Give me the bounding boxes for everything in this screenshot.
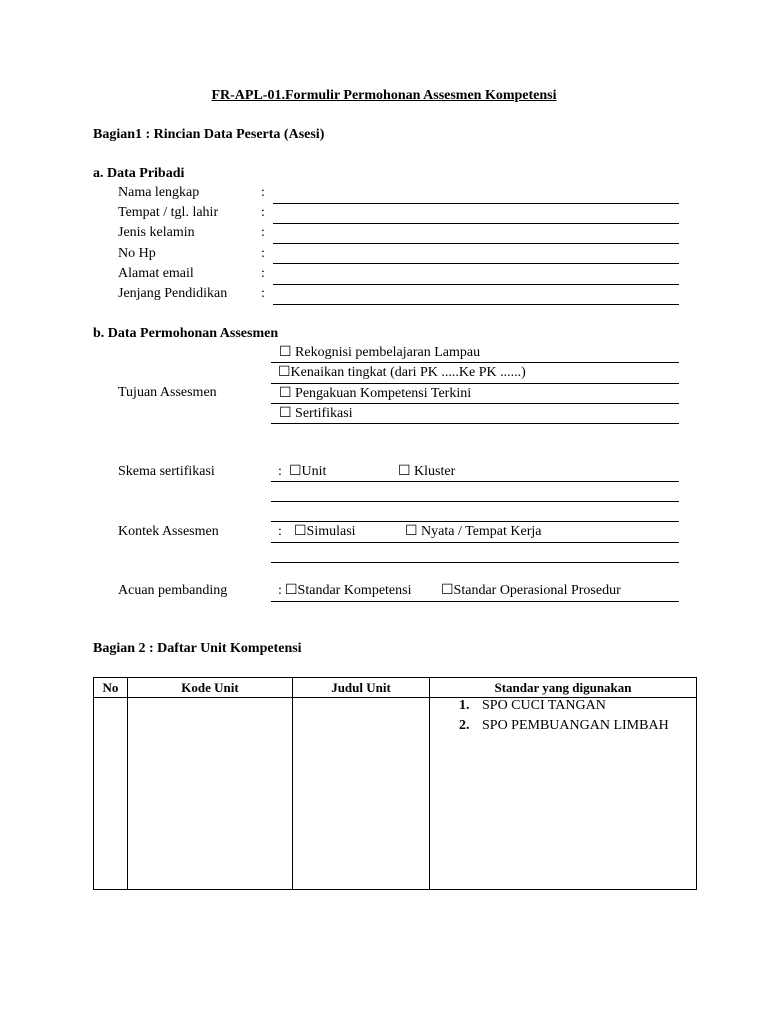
section1-heading: Bagian1 : Rincian Data Peserta (Asesi): [93, 127, 325, 142]
header-no: No: [94, 678, 128, 698]
standard-text: SPO CUCI TANGAN: [482, 698, 606, 713]
field-colon: :: [261, 246, 265, 261]
header-judul-unit: Judul Unit: [293, 678, 430, 698]
field-label-email: Alamat email: [118, 266, 194, 281]
list-number: 1.: [459, 698, 470, 713]
field-label-nama: Nama lengkap: [118, 185, 200, 200]
divider: [271, 403, 679, 404]
data-permohonan-heading: b. Data Permohonan Assesmen: [93, 326, 279, 341]
input-line-pendidikan[interactable]: [273, 304, 679, 305]
field-colon: :: [261, 286, 265, 301]
input-line-jenis-kelamin[interactable]: [273, 243, 679, 244]
field-label-ttl: Tempat / tgl. lahir: [118, 205, 219, 220]
tujuan-option-kenaikan[interactable]: ☐Kenaikan tingkat (dari PK .....Ke PK ......): [278, 365, 526, 380]
standard-list: [430, 698, 696, 738]
field-label-jenis-kelamin: Jenis kelamin: [118, 225, 195, 240]
list-item: [430, 718, 696, 738]
input-line-no-hp[interactable]: [273, 263, 679, 264]
header-standar: Standar yang digunakan: [430, 678, 697, 698]
list-number: 2.: [459, 718, 470, 733]
input-line-skema-2[interactable]: [271, 501, 679, 502]
cell-judul-unit[interactable]: [293, 698, 430, 890]
cell-no[interactable]: [94, 698, 128, 890]
kontek-colon: :: [278, 524, 282, 539]
field-colon: :: [261, 225, 265, 240]
unit-table: [93, 677, 697, 890]
divider: [271, 383, 679, 384]
input-line-skema[interactable]: [271, 481, 679, 482]
header-kode-unit: Kode Unit: [128, 678, 293, 698]
field-colon: :: [261, 266, 265, 281]
acuan-colon: :: [278, 583, 282, 598]
kontek-option-nyata[interactable]: ☐ Nyata / Tempat Kerja: [405, 524, 542, 539]
acuan-option-standar-kompetensi[interactable]: ☐Standar Kompetensi: [285, 583, 412, 598]
skema-label: Skema sertifikasi: [118, 464, 215, 479]
tujuan-option-sertifikasi[interactable]: ☐ Sertifikasi: [279, 406, 353, 421]
acuan-option-spo[interactable]: ☐Standar Operasional Prosedur: [441, 583, 621, 598]
list-item: [430, 698, 696, 718]
input-line-kontek-top[interactable]: [271, 521, 679, 522]
tujuan-option-pengakuan[interactable]: ☐ Pengakuan Kompetensi Terkini: [279, 386, 472, 401]
data-pribadi-heading: a. Data Pribadi: [93, 166, 185, 181]
divider: [271, 423, 679, 424]
input-line-kontek-2[interactable]: [271, 562, 679, 563]
skema-option-unit[interactable]: ☐Unit: [289, 464, 327, 479]
field-label-no-hp: No Hp: [118, 246, 156, 261]
cell-kode-unit[interactable]: [128, 698, 293, 890]
table-header-row: [94, 678, 697, 698]
tujuan-label: Tujuan Assesmen: [118, 385, 217, 400]
divider: [271, 362, 679, 363]
input-line-ttl[interactable]: [273, 223, 679, 224]
field-colon: :: [261, 205, 265, 220]
field-label-pendidikan: Jenjang Pendidikan: [118, 286, 228, 301]
kontek-option-simulasi[interactable]: ☐Simulasi: [294, 524, 356, 539]
cell-standar[interactable]: [430, 698, 697, 890]
input-line-acuan[interactable]: [271, 601, 679, 602]
kontek-label: Kontek Assesmen: [118, 524, 219, 539]
section2-heading: Bagian 2 : Daftar Unit Kompetensi: [93, 641, 302, 656]
skema-option-kluster[interactable]: ☐ Kluster: [398, 464, 456, 479]
acuan-label: Acuan pembanding: [118, 583, 228, 598]
skema-colon: :: [278, 464, 282, 479]
tujuan-option-rekognisi[interactable]: ☐ Rekognisi pembelajaran Lampau: [279, 345, 481, 360]
form-title: FR-APL-01.Formulir Permohonan Assesmen Kompetensi: [211, 88, 557, 103]
table-row: [94, 698, 697, 890]
standard-text: SPO PEMBUANGAN LIMBAH: [482, 718, 669, 733]
input-line-nama[interactable]: [273, 203, 679, 204]
input-line-kontek[interactable]: [271, 542, 679, 543]
field-colon: :: [261, 185, 265, 200]
input-line-email[interactable]: [273, 284, 679, 285]
